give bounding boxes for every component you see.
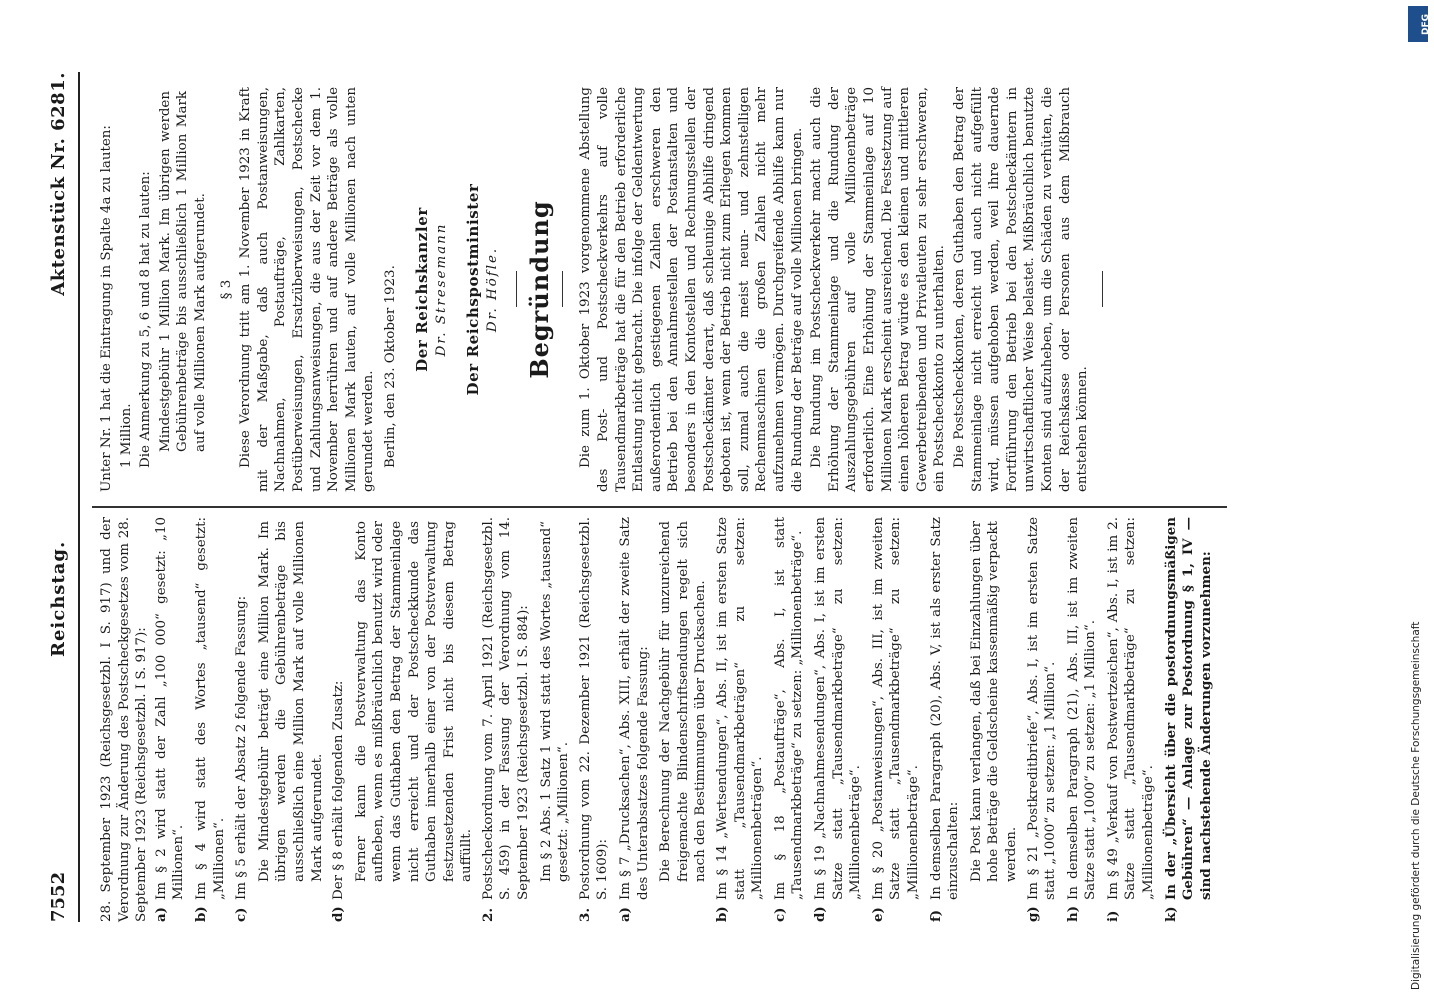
item-text: Im § 14 „Wertsendungen“, Abs. II, ist im ersten Satze statt „Tausendmarkbeträgen“ zu setzen: „Millionenbeträgen“.: [715, 517, 766, 900]
item-text: Im § 21 „Postkreditbriefe“, Abs. I, ist im ersten Satze statt „1000“ zu setzen: „1 Million“.: [1025, 517, 1059, 900]
item-text: Im § 7 „Drucksachen“, Abs. XIII, erhält der zweite Satz des Unterabsatzes folgende Fassung:: [618, 517, 651, 900]
list-item: [233, 517, 251, 922]
item-label: f): [927, 909, 944, 922]
date-line: Berlin, den 23. Oktober 1923.: [382, 265, 398, 468]
body-paragraph: Diese Verordnung tritt am 1. November 1923 in Kraft mit der Maßgabe, daß auch Postanweisungen, Nachnahmen, Postaufträge, Zahlkarten, Postüberweisungen, Ersatzüberweisungen, Postschecke und Zahlungsanweisungen, die aus der Zeit vor dem 1. November herrühren und auf andere Beträge als volle Millionen Mark lauten, auf volle Millionen nach unten gerundet werden.: [238, 87, 377, 492]
item-label: b): [714, 906, 730, 922]
dfg-logo: DFG: [1408, 6, 1428, 42]
list-item: [812, 517, 865, 922]
item-text: Der § 8 erhält folgenden Zusatz:: [331, 680, 347, 900]
item-label: e): [869, 907, 886, 922]
body-paragraph: Die Rundung im Postscheckverkehr macht auch die Erhöhung der Stammeinlage und die Rundung der Auszahlungsgebühren auf volle Millionenbeträge erforderlich. Eine Erhöhung der Stammeinlage auf 10 Millionen Mark erscheint ausreichend. Die Festsetzung auf einen höheren Betrag würde es den kleinen und mittleren Gewerbetreibenden und Privatleuten zu sehr erschweren, ein Postscheckkonto zu unterhalten.: [809, 87, 948, 492]
intro-paragraph: 28. September 1923 (Reichsgesetzbl. I S. 917) und der Verordnung zur Änderung des Postscheckgesetzes vom 28. September 1923 (Reichsgesetzbl. I S. 917):: [99, 517, 150, 922]
item-label: d): [811, 906, 828, 922]
body-paragraph: Unter Nr. 1 hat die Eintragung in Spalte 4a zu lauten:: [99, 125, 114, 492]
item-label: 2.: [479, 908, 496, 922]
item-text: In demselben Paragraph (20), Abs. V, ist als erster Satz einzuschalten:: [928, 517, 962, 900]
item-label: g): [1024, 906, 1041, 922]
item-text: In der „Übersicht über die postordnungsmäßigen Gebühren“ — Anlage zur Postordnung § 1, IV — sind nachstehende Änderungen vorzunehmen:: [1162, 517, 1214, 900]
list-item: [1065, 517, 1100, 922]
list-item: [714, 517, 767, 922]
item-text: Im § 2 wird statt der Zahl „100 000“ gesetzt: „10 Millionen“.: [153, 517, 187, 900]
item-text: Im § 18 „Postaufträge“, Abs. I, ist statt „Tausendmarkbeträge“ zu setzen: „Millionenbeträge“.: [772, 517, 806, 900]
item-label: h): [1064, 905, 1081, 922]
signature-name: Dr. Stresemann: [434, 222, 450, 357]
body-paragraph: Die Postscheckkonten, deren Guthaben den Betrag der Stammeinlage nicht erreicht und auch nicht aufgefüllt wird, müssen aufgehoben werden, weil ihre dauernde Fortführung den Betrieb bei den Postscheckämtern in unwirtschaftlicher Weise belastet. Mißbräuchlich benutzte Konten sind aufzuheben, um die Schäden zu verhüten, die der Reichskasse oder Personen aus dem Mißbrauch entstehen können.: [951, 87, 1091, 492]
item-label: b): [192, 906, 209, 922]
left-column: [98, 517, 1220, 922]
list-item: [1105, 517, 1158, 922]
item-label: c): [233, 907, 250, 922]
section-title: Begründung: [524, 200, 554, 379]
item-text: Im § 4 wird statt des Wortes „tausend“ gesetzt: „Millionen“.: [193, 517, 227, 900]
list-item: [1163, 517, 1216, 922]
signature-name: Dr. Höfle.: [485, 246, 501, 333]
column-divider: [92, 506, 1227, 508]
body-paragraph: Die zum 1. Oktober 1923 vorgenommene Abstellung des Post- und Postscheckverkehrs auf volle Tausendmarkbeträge hat die für den Betrieb erforderliche Entlastung nicht gebracht. Die infolge der Geldentwertung außerordentlich gestiegenen Zahlen erschweren den Betrieb bei den Annahmestellen der Postanstalten und besonders in den Kontostellen und Rechnungsstellen der Postscheckämter derart, daß schleunige Abhilfe dringend geboten ist, wenn der Betrieb nicht zum Erliegen kommen soll, zumal auch die meist neun- und zehnstelligen Rechenmaschinen die großen Zahlen nicht mehr aufzunehmen vermögen. Durchgreifende Abhilfe kann nur die Rundung der Beträge auf volle Millionen bringen.: [578, 87, 805, 492]
item-label: a): [617, 906, 634, 922]
body-paragraph: 1 Million.: [118, 403, 134, 468]
item-label: i): [1104, 910, 1121, 922]
body-paragraph: Die Anmerkung zu 5, 6 und 8 hat zu lauten:: [138, 171, 154, 468]
list-item: [577, 517, 612, 922]
list-item: [330, 517, 348, 922]
separator-line: [562, 272, 563, 308]
digitization-credit: Digitalisierung gefördert durch die Deutsche Forschungsgemeinschaft: [1410, 621, 1422, 990]
list-item: [193, 517, 228, 922]
quote-block: Ferner kann die Postverwaltung das Konto aufheben, wenn es mißbräuchlich benutzt wird oder wenn das Guthaben den Betrag der Stammeinlage nicht erreicht und der Postscheckkunde das Guthaben innerhalb einer von der Postverwaltung festzusetzenden Frist nicht bis diesem Betrag auffüllt.: [353, 521, 475, 882]
item-text: Postscheckordnung vom 7. April 1921 (Reichsgesetzbl. S. 459) in der Fassung der Verordnung vom 14. September 1923 (Reichsgesetzbl. I S. 884):: [480, 517, 532, 900]
separator-line: [1102, 272, 1103, 308]
page-header: [48, 72, 80, 922]
item-label: d): [330, 906, 347, 922]
quote-block: Im § 2 Abs. 1 Satz 1 wird statt des Wortes „tausend“ gesetzt: „Millionen“.: [538, 521, 572, 882]
item-text: Im § 5 erhält der Absatz 2 folgende Fassung:: [234, 595, 250, 900]
item-text: In demselben Paragraph (21), Abs. III, ist im zweiten Satze statt „1000“ zu setzen: „1 Million“.: [1065, 517, 1099, 900]
item-text: Postordnung vom 22. Dezember 1921 (Reichsgesetzbl. S. 1609):: [577, 517, 611, 900]
item-text: Im § 19 „Nachnahmesendungen“, Abs. I, ist im ersten Satze statt „Tausendmarkbeträge“ zu setzen: „Millionenbeträge“.: [812, 517, 864, 900]
quote-block: Mindestgebühr 1 Million Mark. Im übrigen werden Gebührenbeträge bis ausschließlich 1 Million Mark auf volle Millionen Mark aufgerundet.: [157, 91, 208, 452]
item-label: a): [152, 906, 169, 922]
list-item: [772, 517, 807, 922]
item-text: Im § 20 „Postanweisungen“, Abs. III, ist im zweiten Satze statt „Tausendmarkbeträge“ zu setzen: „Millionenbeträge“.: [870, 517, 921, 900]
right-column: [98, 87, 1117, 492]
header-title: Reichstag.: [48, 540, 69, 657]
item-label: 3.: [576, 908, 593, 922]
list-item: [480, 517, 533, 922]
header-document-number: Aktenstück Nr. 6281.: [48, 72, 69, 296]
list-item: [928, 517, 963, 922]
list-item: [153, 517, 188, 922]
signature-title: Der Reichspostminister: [463, 183, 482, 396]
page-number: 7552: [48, 871, 69, 922]
item-text: Im § 49 „Verkauf von Postwertzeichen“, Abs. I, ist im 2. Satze statt „Tausendmarkbeträge“ zu setzen: „Millionenbeträge“.: [1105, 517, 1157, 900]
list-item: [1025, 517, 1060, 922]
item-label: c): [771, 907, 788, 922]
section-heading: § 3: [218, 279, 234, 300]
list-item: [617, 517, 652, 922]
dfg-sidebar: [1408, 6, 1430, 994]
list-item: [870, 517, 923, 922]
quote-block: Die Berechnung der Nachgebühr für unzureichend freigemachte Blindenschriftsendungen regelt sich nach den Bestimmungen über Drucksachen.: [658, 521, 709, 882]
signature-title: Der Reichskanzler: [412, 207, 431, 372]
separator-line: [516, 272, 517, 308]
quote-block: Die Post kann verlangen, daß bei Einzahlungen über hohe Beträge die Geldscheine kassenmäßig verpackt werden.: [968, 521, 1019, 882]
quote-block: Die Mindestgebühr beträgt eine Million Mark. Im übrigen werden die Gebührenbeträge bis ausschließlich eine Million Mark auf volle Millionen Mark aufgerundet.: [256, 521, 325, 882]
item-label: k): [1162, 906, 1179, 922]
